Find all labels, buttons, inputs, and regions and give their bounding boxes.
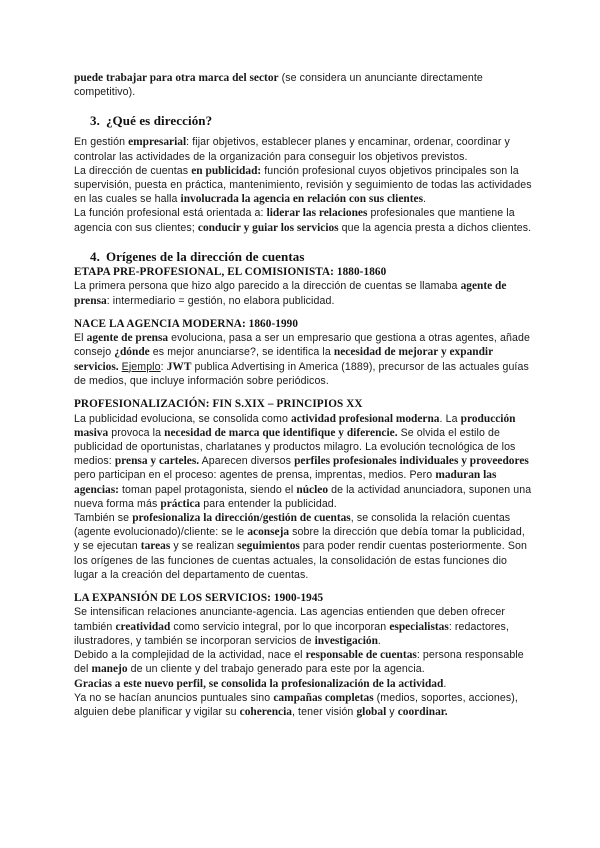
section-title: ¿Qué es dirección? <box>105 113 213 129</box>
bold-text: investigación <box>314 634 378 647</box>
bold-text: agente de prensa <box>86 332 169 345</box>
bold-text: JWT <box>166 360 192 373</box>
text: y <box>386 705 398 718</box>
function-paragraph <box>74 206 532 234</box>
bold-text: seguimientos <box>237 540 300 553</box>
text: es mejor anunciarse?, se identifica la <box>149 346 334 359</box>
underlined-text: Ejemplo <box>121 360 161 373</box>
stage-paragraph <box>74 648 532 676</box>
text: profesionales que mantiene la agencia con sus clientes; <box>74 207 515 234</box>
stage-heading-professionalization: PROFESIONALIZACIÓN: FIN S.XIX – PRINCIPIOS XX <box>74 398 363 411</box>
text: Se intensifican relaciones anunciante-agencia. Las agencias entienden que deben ofrecer también <box>74 606 505 633</box>
section-heading-3 <box>74 112 532 129</box>
section-number: 3. <box>90 113 100 129</box>
bold-text: producción masiva <box>74 412 516 439</box>
text: . La <box>439 412 461 425</box>
text: que la agencia presta a dichos clientes. <box>338 221 532 234</box>
bold-text: perfiles profesionales individuales y proveedores <box>294 455 529 468</box>
text: Ya no se hacían anuncios puntuales sino <box>74 691 274 704</box>
text: : <box>160 360 167 373</box>
text: Se olvida el estilo de publicidad de oportunistas, charlatanes y productos milagro. La evolución tecnológica de los medios: <box>74 426 516 468</box>
advertising-definition-paragraph <box>74 164 532 207</box>
text: También se <box>74 511 133 524</box>
text: En gestión <box>74 136 129 149</box>
text: : persona responsable del <box>74 649 524 676</box>
text: de la actividad anunciadora, suponen una nueva forma más <box>74 483 532 510</box>
bold-text: empresarial <box>128 136 187 149</box>
bold-text: necesidad de marca que identifique y diferencie. <box>164 426 398 439</box>
text: de un cliente y del trabajo generado para este por la agencia. <box>127 663 425 676</box>
stage-paragraph <box>74 605 532 648</box>
bold-text: Gracias a este nuevo perfil, se consolida la profesionalización de la actividad <box>74 677 444 690</box>
text: El <box>74 332 87 345</box>
text: y se realizan <box>170 540 238 553</box>
stage-heading-expansion: LA EXPANSIÓN DE LOS SERVICIOS: 1900-1945 <box>74 591 324 604</box>
bold-text: núcleo <box>296 483 329 496</box>
text: . <box>423 193 427 206</box>
stage-paragraph <box>74 279 532 307</box>
bold-text: ¿dónde <box>114 346 150 359</box>
bold-text: campañas completas <box>273 691 374 704</box>
text: función profesional cuyos objetivos principales son la supervisión, puesta en práctica, mantenimiento, revisión y seguimiento de todas las actividades en las cuales se halla <box>74 164 532 206</box>
bold-text: involucrada la agencia en relación con sus clientes <box>180 193 424 206</box>
text: publica Advertising in America (1889), precursor de las actuales guías de medios, que incluye información sobre periódicos. <box>74 360 529 387</box>
text: (se considera un anunciante directamente competitivo). <box>74 72 483 99</box>
bold-text: especialistas <box>389 620 449 633</box>
text: sobre la dirección que debía tomar la publicidad, y se ejecutan <box>74 526 525 553</box>
text: La primera persona que hizo algo parecido a la dirección de cuentas se llamaba <box>74 280 461 293</box>
stage-heading-modern-agency: NACE LA AGENCIA MODERNA: 1860-1990 <box>74 317 299 330</box>
text: , tener visión <box>291 705 357 718</box>
text: Debido a la complejidad de la actividad, nace el <box>74 649 306 662</box>
bold-text: coordinar. <box>397 705 448 718</box>
intro-paragraph <box>74 71 532 99</box>
stage-paragraph <box>74 511 532 582</box>
section-heading-4 <box>74 248 532 265</box>
bold-text: conducir y guiar los servicios <box>197 221 339 234</box>
stage-heading-pre-professional: ETAPA PRE-PROFESIONAL, EL COMISIONISTA: 1880-1860 <box>74 265 387 278</box>
text: evoluciona, pasa a ser un empresario que gestiona a otras agentes, añade consejo <box>74 332 530 359</box>
text: La publicidad evoluciona, se consolida como <box>74 412 291 425</box>
text: toman papel protagonista, siendo el <box>118 483 297 496</box>
text: como servicio integral, por lo que incorporan <box>170 620 390 633</box>
bold-text: actividad profesional moderna <box>291 412 440 425</box>
text: (medios, soportes, acciones), alguien debe planificar y vigilar su <box>74 691 518 718</box>
text: : intermediario = gestión, no elabora publicidad. <box>106 294 335 307</box>
bold-text: profesionaliza la dirección/gestión de cuentas <box>132 511 351 524</box>
bold-text: coherencia <box>239 705 292 718</box>
text: para entender la publicidad. <box>200 497 337 510</box>
bold-text: agente de prensa <box>74 280 507 307</box>
text: : redactores, ilustradores, y también se incorporan servicios de <box>74 620 509 647</box>
section-number: 4. <box>90 248 100 264</box>
definition-paragraph <box>74 135 532 163</box>
bold-text: global <box>356 705 387 718</box>
stage-paragraph <box>74 677 532 691</box>
text: : fijar objetivos, establecer planes y encaminar, ordenar, coordinar y controlar las actividades de la organización para conseguir los objetivos previstos. <box>74 136 510 163</box>
bold-text: aconseja <box>247 526 290 539</box>
text: . <box>377 634 381 647</box>
bold-text: puede trabajar para otra marca del sector <box>74 72 279 84</box>
text: La función profesional está orientada a: <box>74 207 267 220</box>
bold-text: práctica <box>160 497 201 510</box>
bold-text: manejo <box>91 663 128 676</box>
text: . <box>443 677 447 690</box>
text: , se consolida la relación cuentas (agente evolucionado)/cliente: se le <box>74 511 511 539</box>
bold-text: tareas <box>140 540 171 553</box>
document-page <box>74 71 532 719</box>
section-title: Orígenes de la dirección de cuentas <box>105 248 305 264</box>
text: La dirección de cuentas <box>74 164 192 177</box>
bold-text: creatividad <box>115 620 171 633</box>
text: para poder rendir cuentas posteriormente. Son los orígenes de las funciones de cuentas actuales, la consolidación de estas funciones dio lugar a la creación del departamento de cuentas. <box>74 540 528 581</box>
bold-text: liderar las relaciones <box>266 207 368 220</box>
text: provoca la <box>108 426 165 439</box>
text: Aparecen diversos <box>199 455 295 468</box>
bold-text: maduran las agencias: <box>74 469 497 496</box>
stage-paragraph <box>74 331 532 388</box>
bold-text: responsable de cuentas <box>305 649 417 662</box>
stage-paragraph <box>74 412 532 511</box>
bold-text: en publicidad: <box>191 164 262 177</box>
bold-text: necesidad de mejorar y expandir servicios. <box>74 346 493 373</box>
text: pero participan en el proceso: agentes de prensa, imprentas, medios. Pero <box>74 469 436 482</box>
stage-paragraph <box>74 691 532 719</box>
bold-text: prensa y carteles. <box>114 455 200 468</box>
